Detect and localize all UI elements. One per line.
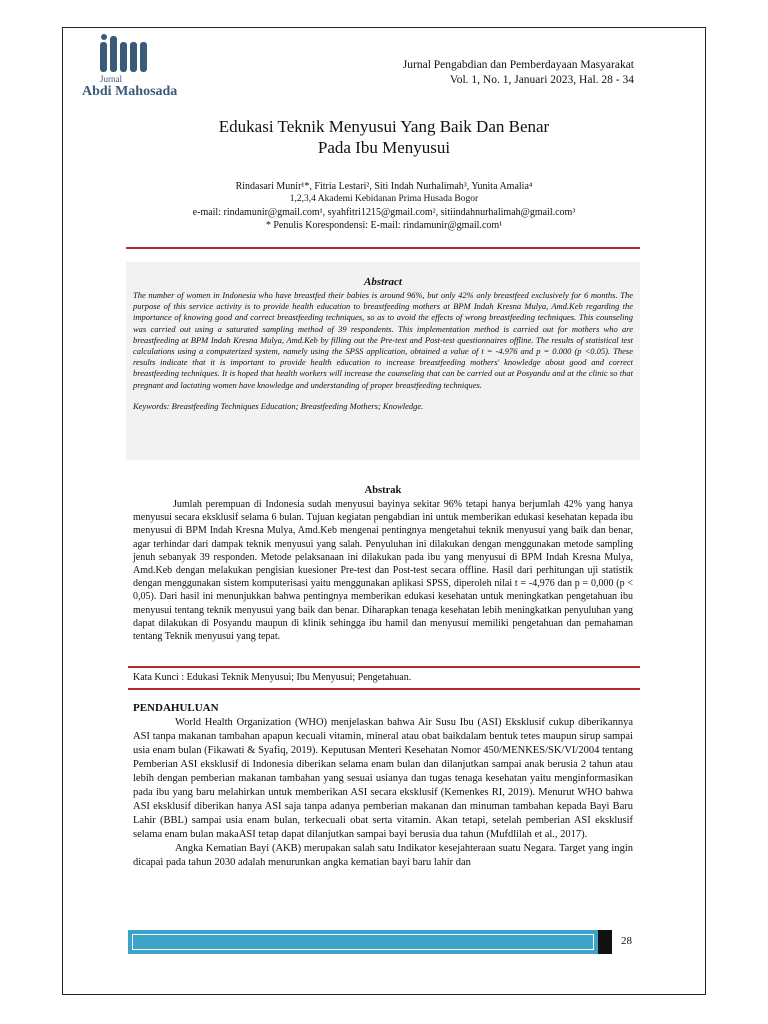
abstrak-body: Jumlah perempuan di Indonesia sudah menyusui bayinya sekitar 96% tetapi hanya berjumlah 42% yang hanya menyusui secara eksklusif selama 6 bulan. Tujuan kegiatan pengabdian ini untuk memberikan edukasi kesehatan kepada ibu menyusui di BPM Indah Kresna Mulya, Amd.Keb mengenai pentingnya mengetahui teknik menyusui yang baik dan benar, agar terhindar dari dampak teknik menyusui yang salah. Penyuluhan ini dilakukan dengan menggunakan metode sampling jenuh sebanyak 39 responden. Metode pelaksanaan ini dilakukan pada ibu yang menyusui di BPM Indah Kresna Mulya, Amd.Keb dengan melakukan pengisian kuesioner Pre-test dan Post-test secara offline. Hasil dari perhitungan uji statistik dengan menggunakan sistem komputerisasi yaitu menggunakan aplikasi SPSS, diperoleh nilai t = -4,976 dan p = 0,000 (p < 0,05). Dari hasil ini menunjukkan bahwa pentingnya memberikan edukasi kesehatan untuk meningkatkan pengetahuan ibu menyusui tentang teknik menyusui yang baik dan benar. Diharapkan tenaga kesehatan lebih meningkatkan penyuluhan yang dapat dilakukan di Posyandu maupun di klinik sehingga ibu hamil dan menyusui memiliki pengetahuan dan pemahaman tentang Teknik menyusui yang tepat. xyxy=(133,499,633,643)
footer-bar-inner-border xyxy=(132,934,594,950)
journal-header xyxy=(403,58,634,88)
journal-name: Jurnal Pengabdian dan Pemberdayaan Masyarakat xyxy=(402,59,634,71)
author-names: Rindasari Munir¹*, Fitria Lestari², Siti Indah Nurhalimah³, Yunita Amalia⁴ xyxy=(235,181,533,192)
abstract-indonesian xyxy=(133,485,633,643)
correspondence: * Penulis Korespondensi: E-mail: rindamunir@gmail.com¹ xyxy=(265,220,503,231)
logo-name: Abdi Mahosada xyxy=(82,84,178,99)
logo-mark-icon xyxy=(98,34,154,74)
journal-volume: Vol. 1, No. 1, Januari 2023, Hal. 28 - 34 xyxy=(449,74,634,86)
divider-keywords-top xyxy=(128,666,640,668)
intro-paragraph-1: World Health Organization (WHO) menjelaskan bahwa Air Susu Ibu (ASI) Eksklusif cukup diberikannya ASI tanpa makanan tambahan apapun kecuali vitamin, mineral atau obat baikdalam bentuk tetes maupun sirup sampai usia enam bulan (Fikawati & Syafiq, 2019). Keputusan Menteri Kesehatan Nomor 450/MENKES/SK/VI/2004 tentang Pemberian ASI eksklusif di Indonesia diberikan selama enam bulan dan dilanjutkan sampai anak berusia 2 tahun atau lebih dengan pemberian makanan tambahan yang sesuai usianya dan tugas tenaga kesehatan yaitu menginformasikan pada ibu yang baru melahirkan untuk memberikan ASI secara eksklusif (Kemenkes RI, 2019). Menurut WHO bahwa ASI eksklusif diberikan hanya ASI saja tanpa adanya pemberian makanan dan minuman tambahan kepada Bayi Baru Lahir (BBL) sampai usia enam bulan, terkecuali obat serta vitamin. Akan tetapi, setelah pemberian ASI eksklusif selama enam bulan makaASI tetap dapat dilanjutkan sampai bayi berusia dua tahun (Mufdlilah et al., 2017). xyxy=(133,717,633,840)
journal-logo xyxy=(80,34,190,104)
abstrak-heading: Abstrak xyxy=(364,485,402,496)
author-block xyxy=(130,180,638,232)
affiliation: 1,2,3,4 Akademi Kebidanan Prima Husada Bogor xyxy=(289,194,479,204)
abstract-body: The number of women in Indonesia who have breastfed their babies is around 96%, but only 42% only breastfeed exclusively for 6 months. The purpose of this service activity is to provide health education to breastfeeding mothers at BPM Indah Kresna Mulya, Amd.Keb regarding the importance of knowing good and correct breastfeeding techniques, so as to avoid the effects of wrong breastfeeding techniques. This counseling was carried out using a saturated sampling method of 39 respondents. This implementation method is carried out for mothers who are breastfeeding at BPM Indah Kresna Mulya, Amd.Keb by filling out the Pre-test and Post-test questionnaires offline. The results of statistical test calculations using a computerized system, namely using the SPSS application, obtained a value of t = -4.976 and p = 0.000 (p <0.05). These results indicate that it is important to provide health education to increase breastfeeding mothers' knowledge about good and correct breastfeeding techniques. It is hoped that health workers will increase the counseling that can be carried out at Posyandu and at the clinic so that pregnant and lactating women have knowledge and understanding of proper breastfeeding techniques. xyxy=(133,290,633,390)
title-line-1: Edukasi Teknik Menyusui Yang Baik Dan Benar xyxy=(218,117,550,136)
page-number: 28 xyxy=(621,935,632,947)
title-line-2: Pada Ibu Menyusui xyxy=(317,138,451,157)
abstract-keywords: Keywords: Breastfeeding Techniques Education; Breastfeeding Mothers; Knowledge. xyxy=(133,400,424,411)
footer-marker xyxy=(598,930,612,954)
intro-paragraph-2: Angka Kematian Bayi (AKB) merupakan salah satu Indikator kesejahteraan suatu Negara. Target yang ingin dicapai pada tahun 2030 adalah menurunkan angka kematian bayi baru lahir dan xyxy=(133,843,633,868)
section-heading: PENDAHULUAN xyxy=(133,702,219,714)
abstract-english xyxy=(126,262,640,460)
divider-top xyxy=(126,247,640,249)
introduction-section xyxy=(133,702,633,870)
logo-jurnal-text: Jurnal xyxy=(100,74,122,84)
divider-keywords-bottom xyxy=(128,688,640,690)
author-emails: e-mail: rindamunir@gmail.com¹, syahfitri1215@gmail.com², sitiindahnurhalimah@gmail.com³ xyxy=(192,207,576,218)
article-title xyxy=(130,116,638,158)
kata-kunci: Kata Kunci : Edukasi Teknik Menyusui; Ibu Menyusui; Pengetahuan. xyxy=(133,672,412,683)
abstract-heading: Abstract xyxy=(364,276,402,288)
